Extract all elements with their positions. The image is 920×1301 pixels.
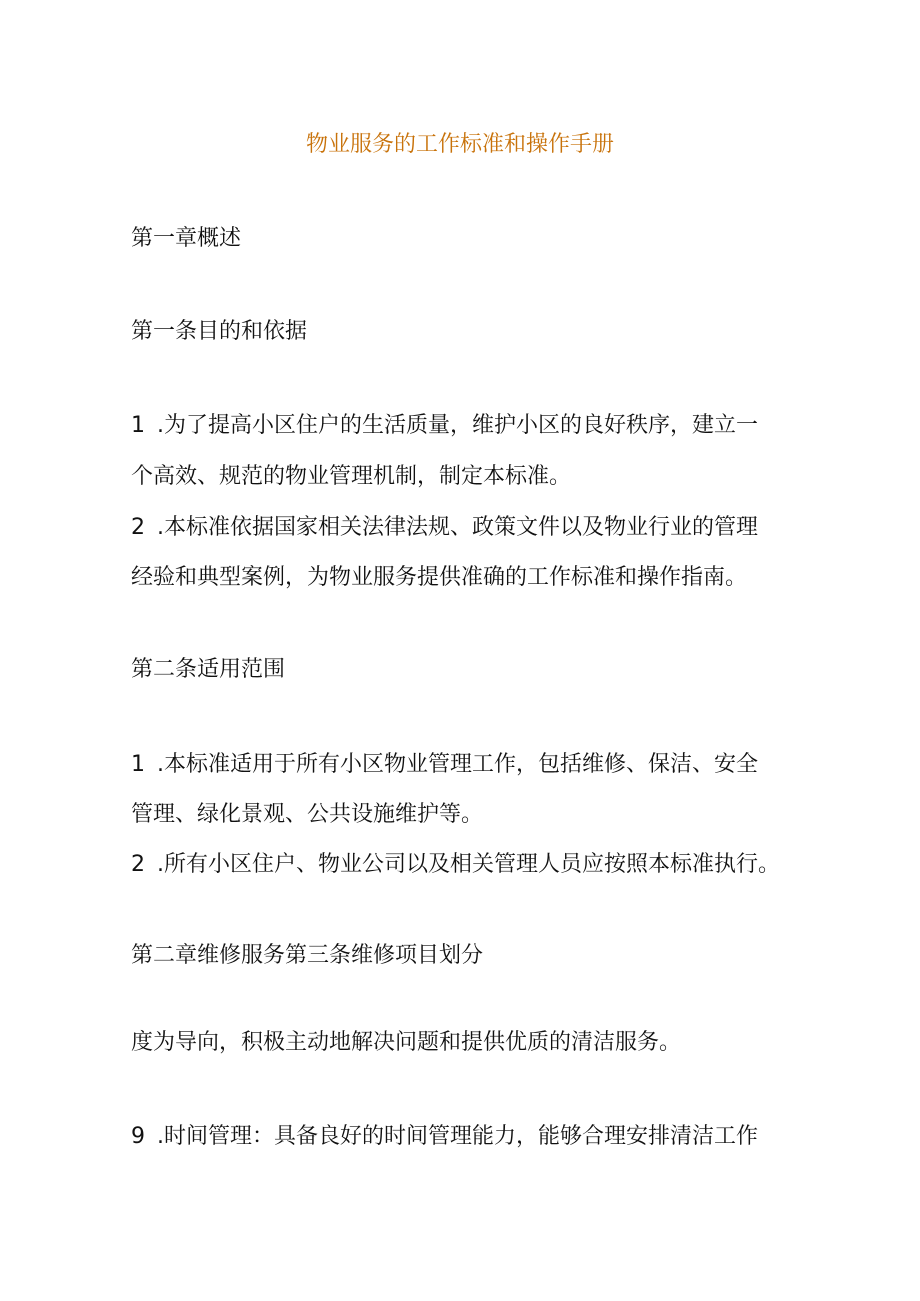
item-number: 2 xyxy=(131,515,145,540)
article-heading: 第二条适用范围 xyxy=(131,657,286,682)
paragraph-line: 个高效、规范的物业管理机制，制定本标准。 xyxy=(131,464,572,489)
paragraph-line xyxy=(131,513,811,543)
paragraph-line: 度为导向，积极主动地解决问题和提供优质的清洁服务。 xyxy=(131,1030,682,1055)
paragraph-text: .所有小区住户、物业公司以及相关管理人员应按照本标准执行。 xyxy=(157,852,780,877)
paragraph-text: .本标准依据国家相关法律法规、政策文件以及物业行业的管理 xyxy=(157,515,758,540)
article-heading: 第一条目的和依据 xyxy=(131,319,308,344)
paragraph-line xyxy=(131,411,811,441)
paragraph-line xyxy=(131,850,811,880)
chapter-heading: 第二章维修服务第三条维修项目划分 xyxy=(131,943,484,968)
item-number: 1 xyxy=(131,752,145,777)
paragraph-text: .时间管理：具备良好的时间管理能力，能够合理安排清洁工作 xyxy=(157,1124,758,1149)
document-title: 物业服务的工作标准和操作手册 xyxy=(305,132,614,157)
paragraph-text: .本标准适用于所有小区物业管理工作，包括维修、保洁、安全 xyxy=(157,752,758,777)
item-number: 1 xyxy=(131,413,145,438)
item-number: 2 xyxy=(131,852,145,877)
paragraph-line xyxy=(131,750,811,780)
chapter-heading: 第一章概述 xyxy=(131,226,242,251)
paragraph-line: 管理、绿化景观、公共设施维护等。 xyxy=(131,802,484,827)
paragraph-line: 经验和典型案例，为物业服务提供准确的工作标准和操作指南。 xyxy=(131,565,748,590)
item-number: 9 xyxy=(131,1124,145,1149)
paragraph-line xyxy=(131,1122,811,1152)
paragraph-text: .为了提高小区住户的生活质量，维护小区的良好秩序，建立一 xyxy=(157,413,758,438)
